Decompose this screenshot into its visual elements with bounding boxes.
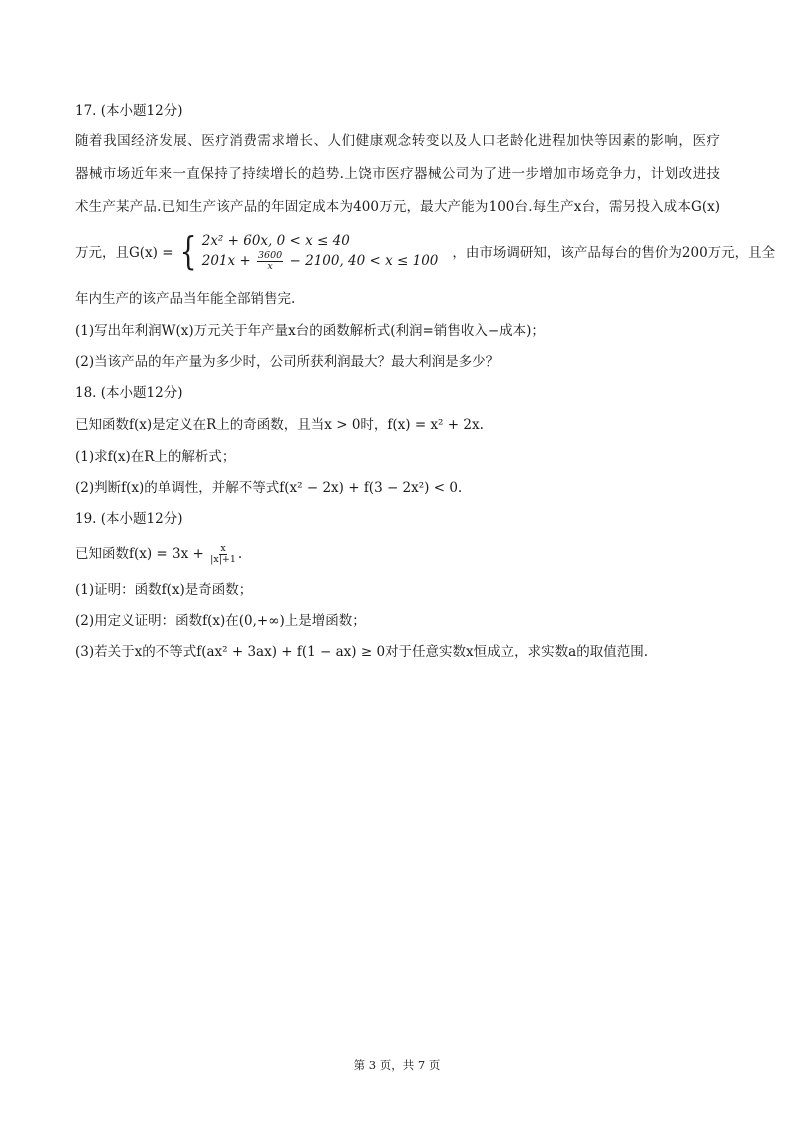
q17-part-1: (1)写出年利润W(x)万元关于年产量x台的函数解析式(利润=销售收入−成本)； [75,323,545,339]
q17-case-2 [202,251,439,272]
q19-stem [75,541,242,567]
q17-fraction [257,251,283,272]
q17-piecewise-suffix: ，由市场调研知，该产品每台的售价为200万元，且全 [452,245,776,261]
q19-stem-suffix: . [237,546,243,562]
q19-part-2: (2)用定义证明：函数f(x)在(0,+∞)上是增函数； [75,613,366,629]
q17-case-2-part-a: 201x + [201,252,251,269]
q17-fraction-denominator: x [267,260,273,272]
q17-paragraph-line-2: 器械市场近年来一直保持了持续增长的趋势.上饶市医疗器械公司为了进一步增加市场竞争力，计划改进技 [75,166,720,182]
q19-part-1: (1)证明：函数f(x)是奇函数； [75,582,253,598]
q19-part-3: (3)若关于x的不等式f(ax² + 3ax) + f(1 − ax) ≥ 0对于任意实数x恒成立，求实数a的取值范围. [75,644,648,660]
left-brace-icon: { [179,229,197,273]
q17-fraction-numerator: 3600 [258,249,283,261]
q19-header: 19. (本小题12分) [75,511,183,527]
q18-part-1: (1)求f(x)在R上的解析式； [75,449,236,465]
q17-cases [202,231,439,272]
q19-fraction [210,544,236,565]
q18-header: 18. (本小题12分) [75,385,183,401]
q18-stem: 已知函数f(x)是定义在R上的奇函数，且当x > 0时，f(x) = x² + 2x. [75,417,484,433]
q17-piecewise-prefix: 万元，且G(x) = [75,245,174,261]
q17-case-2-part-b: − 2100, 40 < x ≤ 100 [289,252,439,269]
q17-paragraph-line-3: 术生产某产品.已知生产该产品的年固定成本为400万元，最大产能为100台.每生产x台，需另投入成本G(x) [75,199,720,215]
q17-case-1: 2x² + 60x, 0 < x ≤ 40 [201,232,350,249]
page-number-footer: 第 3 页，共 7 页 [353,1058,441,1072]
q19-stem-prefix: 已知函数f(x) = 3x + [75,546,204,562]
q17-piecewise-function [75,229,775,273]
q17-paragraph-line-5: 年内生产的该产品当年能全部销售完. [75,291,296,307]
q17-part-2: (2)当该产品的年产量为多少时，公司所获利润最大？最大利润是多少？ [75,354,500,370]
q18-part-2: (2)判断f(x)的单调性，并解不等式f(x² − 2x) + f(3 − 2x²) < 0. [75,480,463,496]
q17-paragraph-line-1: 随着我国经济发展、医疗消费需求增长、人们健康观念转变以及人口老龄化进程加快等因素的影响，医疗 [75,133,720,149]
q19-fraction-denominator: |x|+1 [210,554,236,565]
q17-header: 17. (本小题12分) [75,103,183,119]
q19-fraction-numerator: x [220,543,226,554]
